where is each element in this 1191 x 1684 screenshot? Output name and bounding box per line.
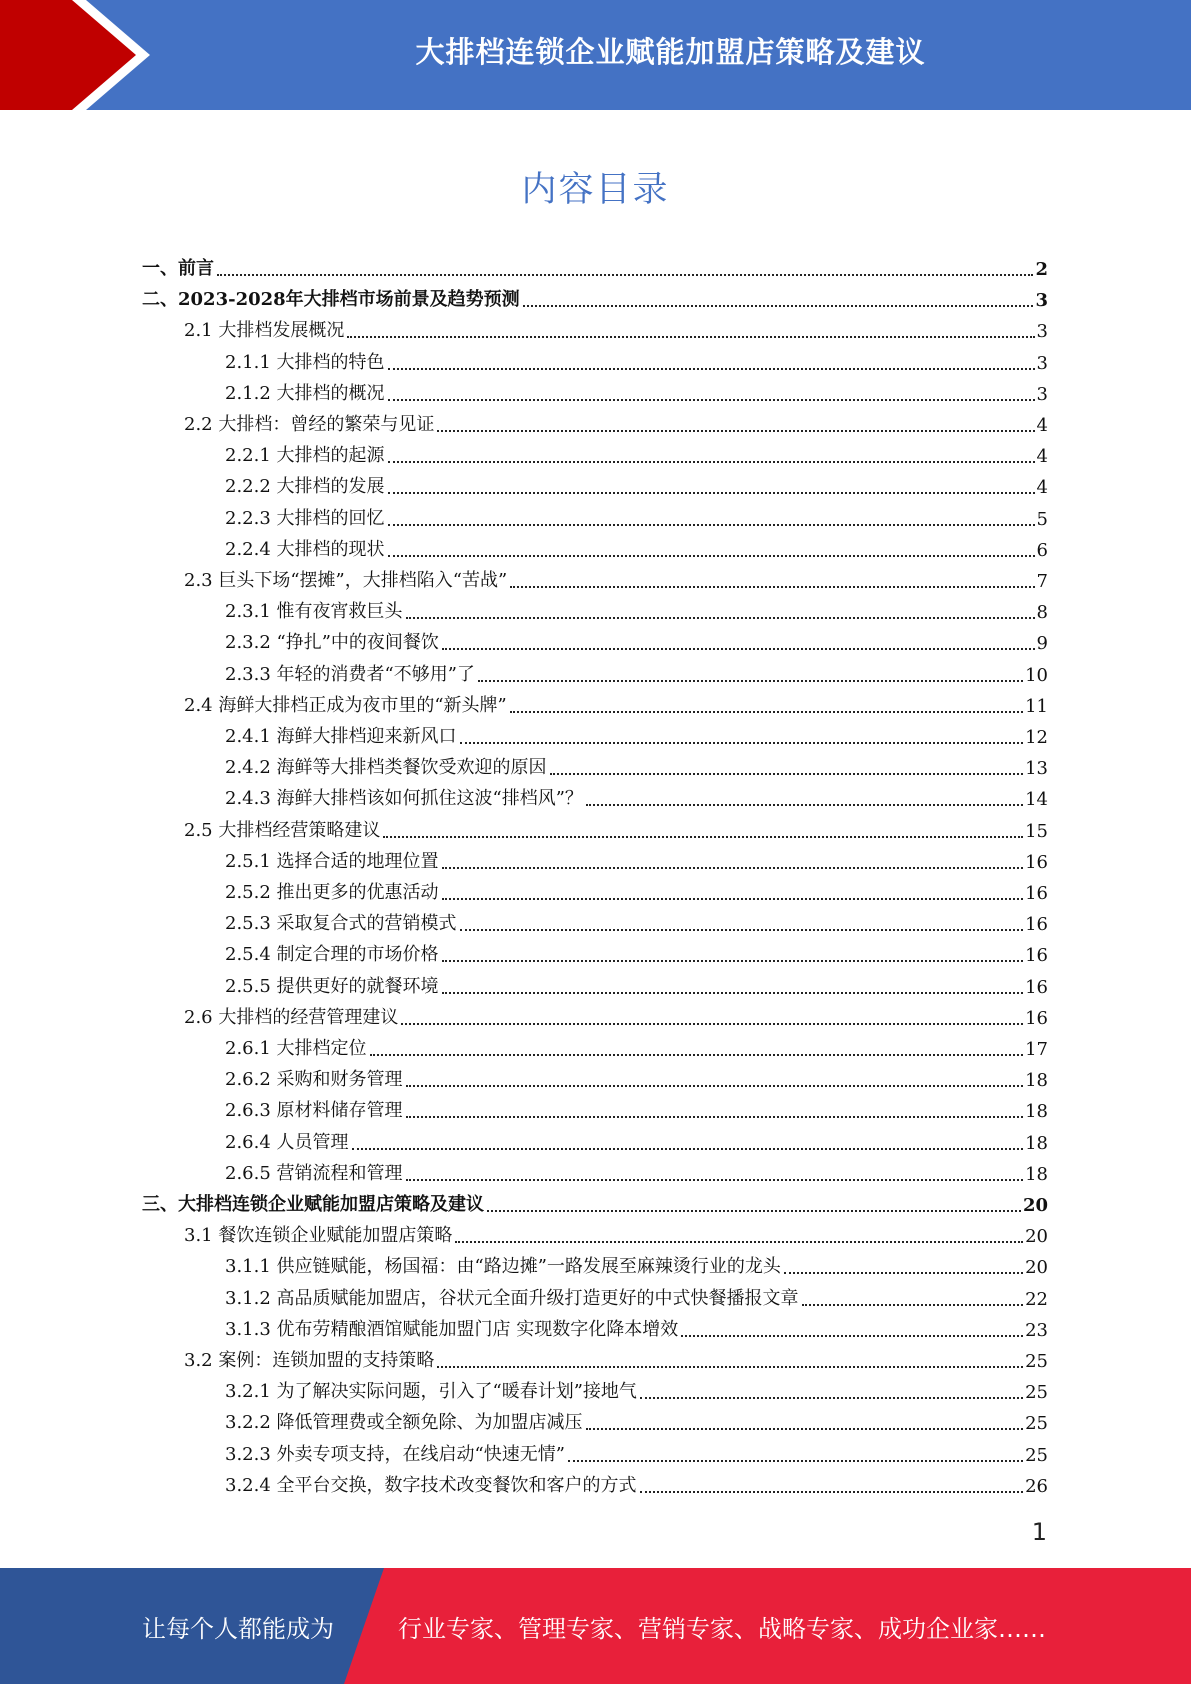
- toc-entry-page: 25: [1025, 1413, 1048, 1435]
- toc-entry-page: 16: [1025, 914, 1048, 936]
- toc-entry[interactable]: [225, 784, 1048, 810]
- toc-entry-title: 2.6.5 营销流程和管理: [225, 1162, 403, 1184]
- footer-slogan-left: 让每个人都能成为: [142, 1614, 334, 1643]
- toc-entry-title: 2.2 大排档：曾经的繁荣与见证: [184, 414, 435, 435]
- toc-entry-page: 2: [1035, 259, 1048, 280]
- toc-entry[interactable]: [184, 1221, 1048, 1247]
- toc-entry-title: 二、2023-2028年大排档市场前景及趋势预测: [142, 289, 520, 311]
- toc-dot-leader: [523, 305, 1034, 307]
- toc-entry-title: 2.4.2 海鲜等大排档类餐饮受欢迎的原因: [225, 757, 547, 779]
- toc-entry-title: 3.1 餐饮连锁企业赋能加盟店策略: [184, 1225, 453, 1247]
- toc-dot-leader: [437, 430, 1034, 432]
- toc-entry-page: 25: [1025, 1444, 1048, 1466]
- toc-dot-leader: [442, 648, 1035, 650]
- toc-entry-title: 2.5.5 提供更好的就餐环境: [225, 975, 439, 997]
- toc-entry-page: 4: [1036, 415, 1048, 436]
- toc-dot-leader: [487, 1210, 1021, 1212]
- toc-entry-title: 2.5.4 制定合理的市场价格: [225, 944, 439, 966]
- toc-dot-leader: [460, 929, 1024, 931]
- toc-dot-leader: [568, 1460, 1023, 1462]
- toc-entry[interactable]: [225, 1377, 1048, 1403]
- toc-entry-title: 三、大排档连锁企业赋能加盟店策略及建议: [142, 1194, 484, 1215]
- toc-entry[interactable]: [184, 566, 1048, 592]
- toc-entry[interactable]: [225, 348, 1048, 374]
- toc-entry-page: 3: [1036, 352, 1048, 374]
- toc-entry[interactable]: [225, 1065, 1048, 1091]
- toc-entry-title: 2.5.1 选择合适的地理位置: [225, 850, 439, 872]
- toc-entry[interactable]: [142, 285, 1048, 311]
- toc-entry-page: 25: [1025, 1382, 1048, 1404]
- toc-entry[interactable]: [225, 753, 1048, 779]
- toc-dot-leader: [388, 555, 1035, 557]
- toc-dot-leader: [383, 836, 1023, 838]
- toc-entry-title: 2.4 海鲜大排档正成为夜市里的“新头牌”: [184, 694, 507, 716]
- toc-entry[interactable]: [225, 940, 1048, 966]
- toc-entry-page: 26: [1025, 1475, 1048, 1497]
- toc-entry[interactable]: [225, 1159, 1048, 1185]
- toc-dot-leader: [370, 1054, 1024, 1056]
- toc-entry-title: 2.5 大排档经营策略建议: [184, 819, 381, 841]
- toc-entry[interactable]: [225, 1252, 1048, 1278]
- toc-entry-page: 22: [1025, 1288, 1048, 1310]
- toc-dot-leader: [388, 461, 1035, 463]
- toc-entry-title: 2.3.3 年轻的消费者“不够用”了: [225, 663, 475, 685]
- toc-entry[interactable]: [225, 1034, 1048, 1060]
- toc-dot-leader: [406, 1116, 1024, 1118]
- toc-dot-leader: [681, 1335, 1023, 1337]
- toc-entry[interactable]: [225, 909, 1048, 935]
- toc-entry-title: 2.1 大排档发展概况: [184, 320, 345, 342]
- toc-entry-page: 20: [1025, 1257, 1048, 1279]
- toc-dot-leader: [406, 1179, 1024, 1181]
- toc-entry[interactable]: [184, 316, 1048, 342]
- toc-entry[interactable]: [225, 847, 1048, 873]
- toc-entry-title: 2.6.4 人员管理: [225, 1131, 349, 1153]
- toc-dot-leader: [550, 773, 1024, 775]
- toc-entry-title: 2.3 巨头下场“摆摊”，大排档陷入“苦战”: [184, 570, 508, 591]
- toc-entry-title: 2.4.1 海鲜大排档迎来新风口: [225, 726, 457, 747]
- toc-entry-page: 4: [1036, 446, 1048, 468]
- toc-entry[interactable]: [225, 1284, 1048, 1310]
- toc-dot-leader: [586, 804, 1023, 806]
- toc-entry[interactable]: [225, 441, 1048, 467]
- toc-entry[interactable]: [225, 1408, 1048, 1434]
- toc-entry-title: 2.3.1 惟有夜宵救巨头: [225, 601, 403, 623]
- toc-entry-page: 15: [1025, 820, 1048, 842]
- toc-entry-title: 2.6 大排档的经营管理建议: [184, 1006, 399, 1028]
- toc-dot-leader: [388, 399, 1035, 401]
- page-footer: [0, 1568, 1191, 1684]
- toc-entry[interactable]: [184, 691, 1048, 717]
- toc-entry-title: 2.6.3 原材料储存管理: [225, 1100, 403, 1122]
- toc-dot-leader: [640, 1397, 1023, 1399]
- page-header: [0, 0, 1191, 110]
- toc-entry-title: 2.2.2 大排档的发展: [225, 476, 385, 498]
- toc-entry-page: 18: [1025, 1163, 1048, 1185]
- toc-entry-page: 13: [1025, 758, 1048, 780]
- toc-entry[interactable]: [184, 816, 1048, 842]
- toc-entry-page: 11: [1025, 695, 1048, 717]
- toc-entry-page: 6: [1036, 539, 1048, 561]
- toc-entry-title: 2.6.1 大排档定位: [225, 1038, 367, 1059]
- toc-entry-title: 3.2.4 全平台交换，数字技术改变餐饮和客户的方式: [225, 1474, 637, 1496]
- toc-dot-leader: [586, 1428, 1024, 1430]
- toc-entry-page: 16: [1025, 851, 1048, 873]
- toc-entry[interactable]: [184, 1003, 1048, 1029]
- toc-entry-page: 18: [1025, 1132, 1048, 1154]
- toc-entry[interactable]: [225, 722, 1048, 748]
- toc-entry-title: 2.6.2 采购和财务管理: [225, 1069, 403, 1091]
- toc-entry-title: 2.4.3 海鲜大排档该如何抓住这波“排档风”？: [225, 788, 583, 810]
- toc-entry[interactable]: [225, 1128, 1048, 1154]
- toc-entry[interactable]: [142, 254, 1048, 280]
- toc-dot-leader: [437, 1366, 1023, 1368]
- toc-dot-leader: [388, 524, 1035, 526]
- toc-entry-page: 16: [1025, 976, 1048, 998]
- toc-dot-leader: [347, 336, 1034, 338]
- toc-entry-page: 25: [1025, 1351, 1048, 1372]
- toc-dot-leader: [217, 274, 1033, 276]
- toc-entry-title: 2.2.1 大排档的起源: [225, 445, 385, 467]
- toc-entry[interactable]: [225, 972, 1048, 998]
- toc-entry-title: 3.1.1 供应链赋能，杨国福：由“路边摊”一路发展至麻辣烫行业的龙头: [225, 1256, 781, 1278]
- toc-entry-page: 20: [1025, 1226, 1048, 1248]
- toc-entry-page: 16: [1025, 1007, 1048, 1029]
- toc-entry-page: 5: [1036, 508, 1048, 530]
- toc-dot-leader: [442, 898, 1024, 900]
- toc-entry-page: 3: [1036, 321, 1048, 343]
- toc-entry[interactable]: [225, 597, 1048, 623]
- toc-entry-page: 16: [1025, 945, 1048, 967]
- toc-entry-page: 18: [1025, 1070, 1048, 1092]
- toc-dot-leader: [406, 1085, 1024, 1087]
- toc-entry[interactable]: [225, 1315, 1048, 1341]
- toc-entry[interactable]: [225, 1471, 1048, 1497]
- toc-entry-title: 一、前言: [142, 258, 214, 279]
- toc-entry-page: 17: [1025, 1039, 1048, 1060]
- toc-entry-page: 18: [1025, 1101, 1048, 1123]
- toc-entry-page: 10: [1025, 664, 1048, 686]
- toc-entry-page: 3: [1035, 290, 1048, 312]
- toc-entry-page: 23: [1025, 1319, 1048, 1341]
- toc-entry[interactable]: [225, 1096, 1048, 1122]
- toc-dot-leader: [478, 680, 1023, 682]
- toc-entry[interactable]: [184, 410, 1048, 436]
- toc-dot-leader: [401, 1023, 1023, 1025]
- footer-slogan-right: 行业专家、管理专家、营销专家、战略专家、成功企业家……: [398, 1614, 1046, 1643]
- toc-entry-title: 2.5.2 推出更多的优惠活动: [225, 882, 439, 903]
- toc-entry-title: 3.2.1 为了解决实际问题，引入了“暖春计划”接地气: [225, 1381, 637, 1403]
- toc-dot-leader: [455, 1241, 1023, 1243]
- toc-entry-page: 20: [1022, 1195, 1048, 1216]
- toc-dot-leader: [442, 992, 1024, 994]
- toc-entry-title: 2.1.2 大排档的概况: [225, 382, 385, 404]
- toc-entry[interactable]: [225, 628, 1048, 654]
- toc-entry-page: 16: [1025, 883, 1048, 904]
- toc-entry[interactable]: [225, 379, 1048, 405]
- toc-entry-title: 3.1.2 高品质赋能加盟店，谷状元全面升级打造更好的中式快餐播报文章: [225, 1287, 799, 1309]
- toc-entry-page: 12: [1025, 727, 1048, 748]
- toc-entry-title: 3.1.3 优布劳精酿酒馆赋能加盟门店 实现数字化降本增效: [225, 1318, 679, 1340]
- toc-dot-leader: [460, 742, 1024, 744]
- toc-entry-title: 2.2.3 大排档的回忆: [225, 507, 385, 529]
- toc-entry-title: 2.1.1 大排档的特色: [225, 351, 385, 373]
- toc-entry-title: 2.5.3 采取复合式的营销模式: [225, 913, 457, 935]
- toc-entry-page: 3: [1036, 383, 1048, 405]
- header-title: 大排档连锁企业赋能加盟店策略及建议: [415, 34, 926, 69]
- page-number: 1: [1031, 1518, 1047, 1546]
- toc-entry-title: 2.2.4 大排档的现状: [225, 538, 385, 560]
- toc-entry-page: 7: [1036, 571, 1048, 592]
- toc-entry-title: 3.2.2 降低管理费或全额免除、为加盟店减压: [225, 1412, 583, 1434]
- toc-entry[interactable]: [142, 1190, 1048, 1216]
- toc-dot-leader: [352, 1148, 1024, 1150]
- toc-entry-title: 3.2.3 外卖专项支持，在线启动“快速无情”: [225, 1443, 565, 1465]
- toc-entry-page: 14: [1025, 789, 1048, 811]
- toc-dot-leader: [388, 492, 1035, 494]
- toc-dot-leader: [442, 960, 1024, 962]
- toc-entry[interactable]: [225, 472, 1048, 498]
- toc-entry[interactable]: [225, 535, 1048, 561]
- toc-entry-page: 4: [1036, 477, 1048, 499]
- toc-dot-leader: [510, 711, 1023, 713]
- toc-entry-page: 9: [1036, 633, 1048, 655]
- toc-entry-title: 2.3.2 “挣扎”中的夜间餐饮: [225, 632, 439, 654]
- toc-dot-leader: [510, 586, 1034, 588]
- toc-dot-leader: [442, 867, 1024, 869]
- toc-dot-leader: [802, 1304, 1024, 1306]
- toc-entry[interactable]: [225, 878, 1048, 904]
- toc-entry[interactable]: [225, 1440, 1048, 1466]
- toc-entry[interactable]: [225, 660, 1048, 686]
- toc-dot-leader: [406, 617, 1035, 619]
- toc-dot-leader: [640, 1491, 1024, 1493]
- toc-entry-title: 3.2 案例：连锁加盟的支持策略: [184, 1350, 435, 1371]
- toc-entry-page: 8: [1036, 602, 1048, 624]
- toc-dot-leader: [388, 368, 1035, 370]
- toc-dot-leader: [784, 1272, 1023, 1274]
- toc-heading: 内容目录: [521, 170, 670, 210]
- toc-entry[interactable]: [184, 1346, 1048, 1372]
- toc-entry[interactable]: [225, 504, 1048, 530]
